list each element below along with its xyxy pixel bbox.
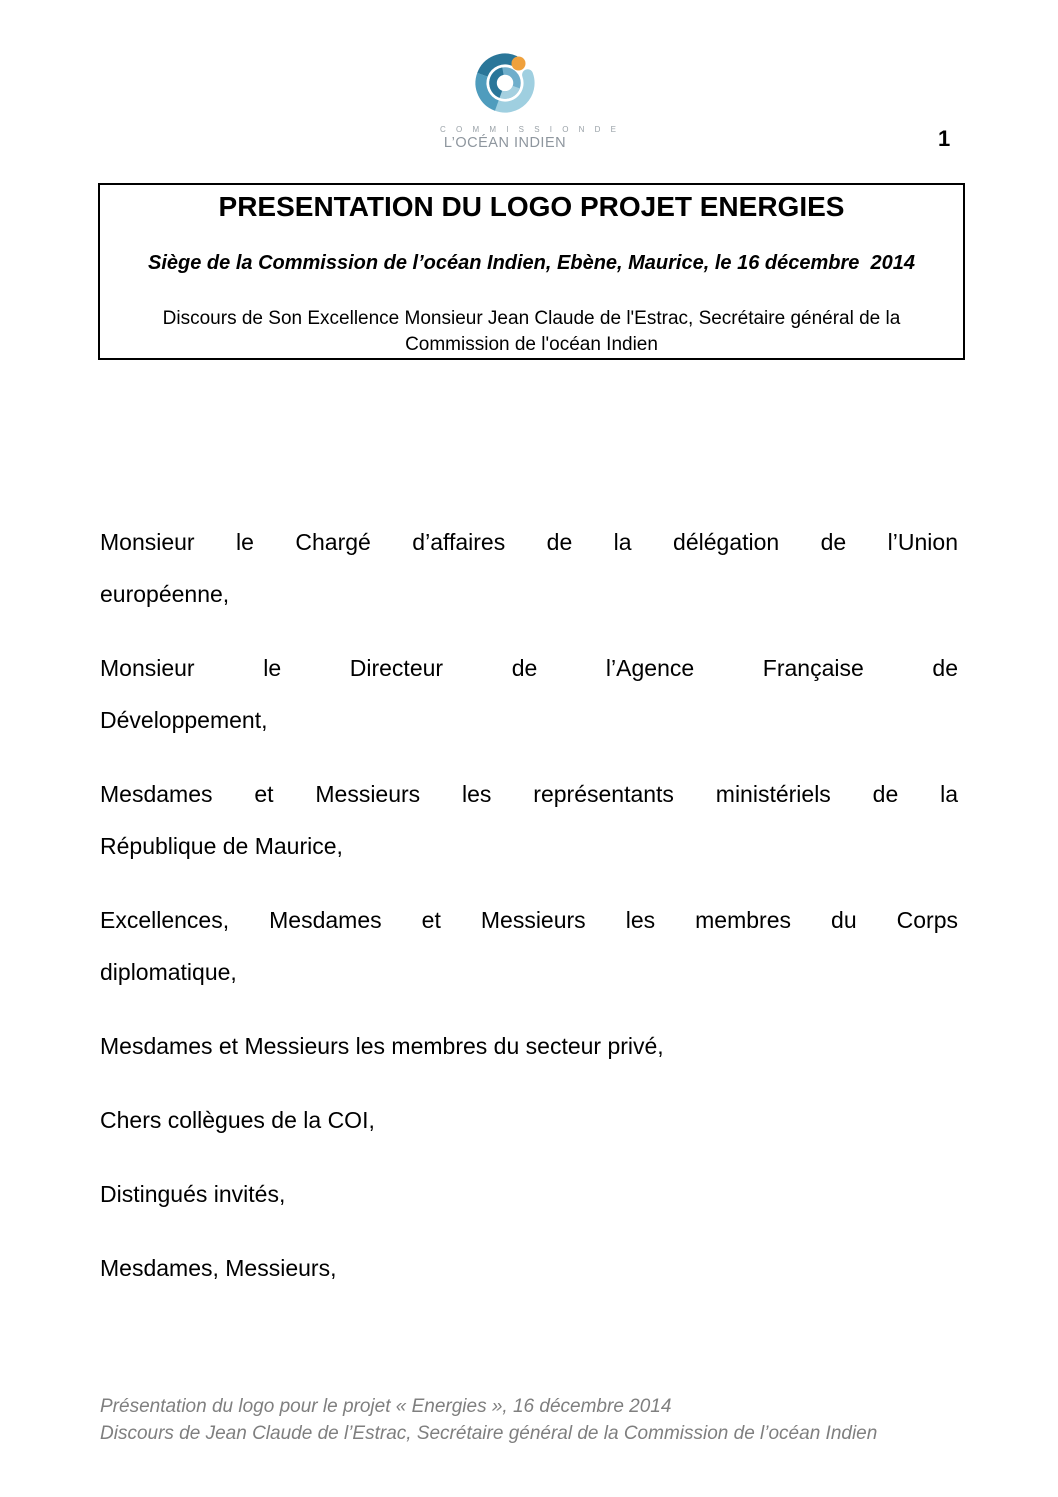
speech-attribution-line2: Commission de l'océan Indien: [405, 334, 658, 355]
coi-logo-mark: [445, 50, 565, 122]
logo-caption-commission-de: C O M M I S S I O N D E: [440, 125, 621, 134]
salutation-paragraph: [100, 1168, 958, 1220]
footer-line1: Présentation du logo pour le projet « Energies », 16 décembre 2014: [100, 1396, 672, 1417]
logo-inner-arc-dark: [493, 71, 503, 94]
salutation-paragraph: [100, 894, 958, 998]
paragraph-line: Distingués invités,: [100, 1181, 286, 1207]
paragraph-line: Chers collègues de la COI,: [100, 1107, 375, 1133]
salutation-paragraph: [100, 768, 958, 872]
salutation-paragraph: [100, 1242, 958, 1294]
coi-logo: [440, 50, 621, 151]
paragraph-line: Excellences, Mesdames et Messieurs les membres du Corps: [100, 907, 958, 933]
logo-orange-dot: [512, 57, 526, 71]
paragraph-line: Monsieur le Directeur de l’Agence Française de: [100, 655, 958, 681]
speech-attribution-line1: Discours de Son Excellence Monsieur Jean Claude de l'Estrac, Secrétaire général de la: [162, 308, 901, 329]
title-box: [98, 183, 965, 360]
salutation-paragraph: [100, 1020, 958, 1072]
paragraph-line: européenne,: [100, 581, 230, 607]
event-location-date: Siège de la Commission de l’océan Indien, Ebène, Maurice, le 16 décembre 2014: [148, 252, 915, 274]
paragraph-line: Mesdames et Messieurs les représentants ministériels de la: [100, 781, 958, 807]
salutation-paragraph: [100, 642, 958, 746]
speech-attribution: [100, 306, 963, 358]
paragraph-line: diplomatique,: [100, 959, 237, 985]
salutation-paragraph: [100, 1094, 958, 1146]
document-title: PRESENTATION DU LOGO PROJET ENERGIES: [218, 191, 845, 222]
footer-line2: Discours de Jean Claude de l’Estrac, Secrétaire général de la Commission de l’océan Indien: [100, 1423, 878, 1444]
salutation-paragraph: [100, 516, 958, 620]
page-number: 1: [938, 126, 951, 151]
page-footer: [100, 1393, 960, 1447]
paragraph-line: Développement,: [100, 707, 268, 733]
paragraph-line: Mesdames, Messieurs,: [100, 1255, 337, 1281]
paragraph-line: République de Maurice,: [100, 833, 343, 859]
paragraph-line: Mesdames et Messieurs les membres du secteur privé,: [100, 1033, 664, 1059]
paragraph-line: Monsieur le Chargé d’affaires de la délégation de l’Union: [100, 529, 958, 555]
logo-caption-ocean-indien: L’OCÉAN INDIEN: [443, 135, 567, 151]
speech-salutations: [100, 516, 958, 1316]
